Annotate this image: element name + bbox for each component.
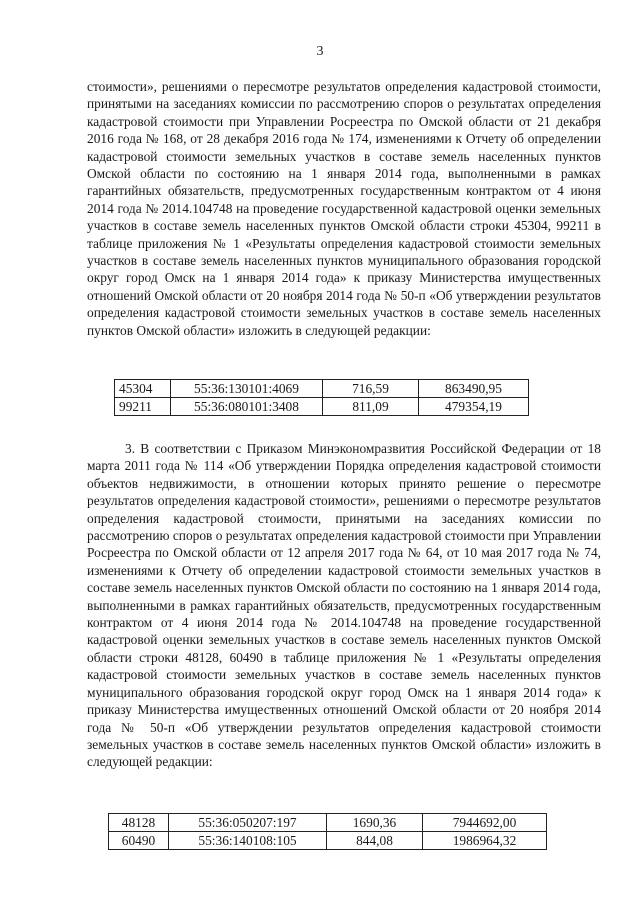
value-cell: 863490,95 [419, 380, 529, 398]
paragraph-2-text: 3. В соответствии с Приказом Минэкономразвития Российской Федерации от 18 марта 2011 года № 114 «Об утверждении Порядка определения кадастровой стоимости объектов недвижимости, в отношении которых принято решение о пересмотре результатов определения кадастровой стоимости», решениями о пересмотре результатов определения кадастровой стоимости, принятыми на заседаниях комиссии по рассмотрению споров о результатах определения кадастровой стоимости при Управлении Росреестра по Омской области от 12 апреля 2017 года № 64, от 10 мая 2017 года № 74, изменениями к Отчету об определении кадастровой стоимости земельных участков в составе земель населенных пунктов Омской области по состоянию на 1 января 2014 года, выполненными в рамках гарантийных обязательств, предусмотренных государственным контрактом от 4 июня 2014 года № 2014.104748 на проведение государственной кадастровой оценки земельных участков в составе земель населенных пунктов Омской области строки 48128, 60490 в таблице приложения № 1 «Результаты определения кадастровой стоимости земельных участков в составе земель населенных пунктов муниципального образования городской округ город Омск на 1 января 2014 года» к приказу Министерства имущественных отношений Омской области от 20 ноября 2014 года № 50-п «Об утверждении результатов определения кадастровой стоимости земельных участков в составе земель населенных пунктов Омской области» изложить в следующей редакции: [87, 441, 601, 770]
value-cell: 479354,19 [419, 398, 529, 416]
area-cell: 844,08 [327, 832, 423, 850]
area-cell: 716,59 [323, 380, 419, 398]
row-number-cell: 45304 [115, 380, 171, 398]
value-cell: 7944692,00 [423, 814, 547, 832]
table-row [109, 814, 547, 832]
row-number-cell: 48128 [109, 814, 169, 832]
paragraph-1: стоимости», решениями о пересмотре результатов определения кадастровой стоимости, принятыми на заседаниях комиссии по рассмотрению споров о результатах определения кадастровой стоимости при Управлении Росреестра по Омской области от 21 декабря 2016 года № 168, от 28 декабря 2016 года № 174, изменениями к Отчету об определении кадастровой стоимости земельных участков в составе земель населенных пунктов Омской области по состоянию на 1 января 2014 года, выполненными в рамках гарантийных обязательств, предусмотренных государственным контрактом от 4 июня 2014 года № 2014.104748 на проведение государственной кадастровой оценки земельных участков в составе земель населенных пунктов Омской области строки 45304, 99211 в таблице приложения № 1 «Результаты определения кадастровой стоимости земельных участков в составе земель населенных пунктов муниципального образования городской округ город Омск на 1 января 2014 года» к приказу Министерства имущественных отношений Омской области от 20 ноября 2014 года № 50-п «Об утверждении результатов определения кадастровой стоимости земельных участков в составе земель населенных пунктов Омской области» изложить в следующей редакции: [87, 79, 601, 338]
table-row [115, 380, 529, 398]
paragraph-2 [87, 440, 601, 771]
area-cell: 1690,36 [327, 814, 423, 832]
cadastral-table-1 [114, 379, 529, 416]
cadastral-table-2 [108, 813, 547, 850]
cadastral-number-cell: 55:36:130101:4069 [171, 380, 323, 398]
table-row [109, 832, 547, 850]
page-number: 3 [316, 44, 324, 59]
row-number-cell: 60490 [109, 832, 169, 850]
value-cell: 1986964,32 [423, 832, 547, 850]
row-number-cell: 99211 [115, 398, 171, 416]
cadastral-number-cell: 55:36:140108:105 [169, 832, 327, 850]
area-cell: 811,09 [323, 398, 419, 416]
cadastral-number-cell: 55:36:080101:3408 [171, 398, 323, 416]
table-row [115, 398, 529, 416]
cadastral-number-cell: 55:36:050207:197 [169, 814, 327, 832]
